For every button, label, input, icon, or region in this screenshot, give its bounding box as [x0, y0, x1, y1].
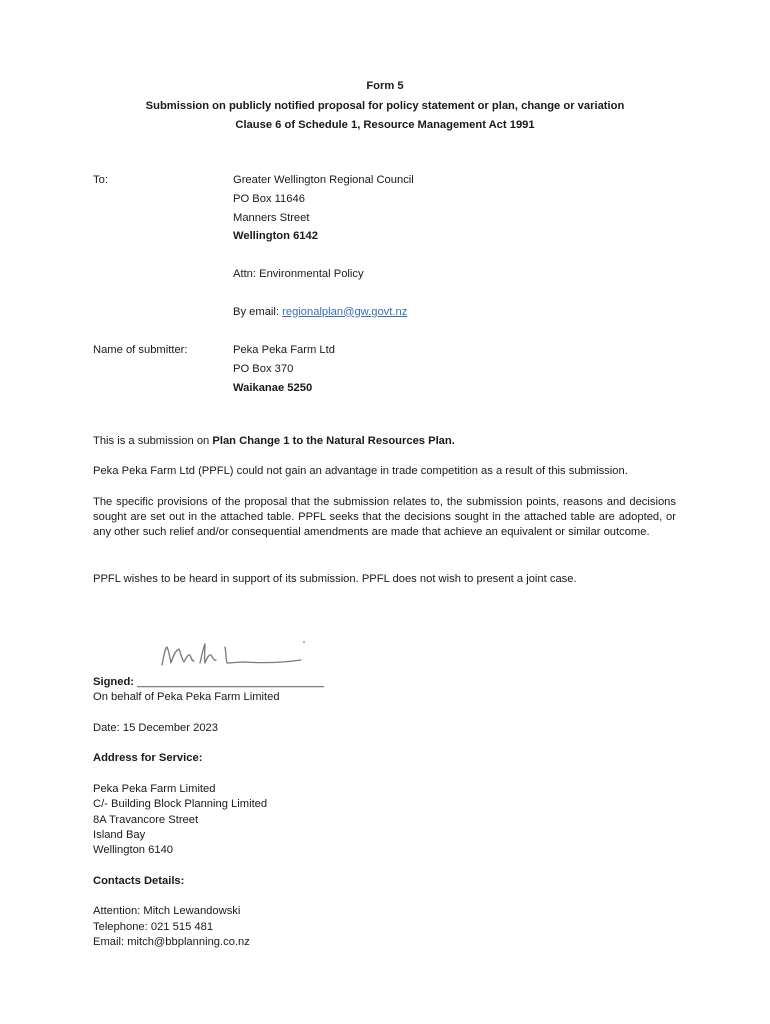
contact-line: Email: mitch@bbplanning.co.nz [93, 936, 250, 949]
recipient-line: Manners Street [233, 211, 310, 224]
recipient-email [233, 305, 414, 324]
trade-competition-paragraph: Peka Peka Farm Ltd (PPFL) could not gain an advantage in trade competition as a result of this submission. [93, 465, 628, 477]
submitter-address [233, 343, 335, 399]
form-number: Form 5 [366, 80, 404, 92]
hearing-paragraph: PPFL wishes to be heard in support of its submission. PPFL does not wish to present a joint case. [93, 573, 577, 585]
signature-block [93, 675, 676, 950]
handwritten-signature [158, 636, 308, 670]
recipient-line: Greater Wellington Regional Council [233, 174, 414, 186]
recipient-line: PO Box 11646 [233, 192, 305, 205]
submission-prefix: This is a submission on [93, 435, 213, 447]
signed-label: Signed: [93, 676, 135, 688]
submitter-line: Peka Peka Farm Ltd [233, 344, 335, 356]
plan-change-name: Plan Change 1 to the Natural Resources Plan. [212, 435, 455, 447]
submitter-line: PO Box 370 [233, 362, 294, 375]
service-line: Island Bay [93, 828, 146, 841]
to-label: To: [93, 174, 108, 186]
submitter-label: Name of submitter: [93, 344, 188, 356]
date-line: Date: 15 December 2023 [93, 721, 219, 734]
service-line: Peka Peka Farm Limited [93, 783, 216, 796]
signed-line [93, 675, 676, 690]
service-line: 8A Travancore Street [93, 813, 199, 826]
submitter-city: Waikanae 5250 [233, 381, 313, 394]
contacts-heading: Contacts Details: [93, 874, 185, 887]
service-heading: Address for Service: [93, 752, 203, 765]
contact-line: Telephone: 021 515 481 [93, 920, 214, 933]
service-line: Wellington 6140 [93, 844, 174, 857]
email-link[interactable]: regionalplan@gw.govt.nz [282, 305, 408, 318]
form-header [0, 77, 770, 136]
form-title: Submission on publicly notified proposal for policy statement or plan, change or variation [145, 99, 625, 112]
service-line: C/- Building Block Planning Limited [93, 798, 268, 811]
recipient-attn: Attn: Environmental Policy [233, 267, 364, 280]
signature-underline: ______________________________ [137, 676, 324, 688]
contact-line: Attention: Mitch Lewandowski [93, 905, 241, 918]
email-prefix: By email: [233, 305, 283, 318]
recipient-city: Wellington 6142 [233, 230, 318, 243]
on-behalf-line: On behalf of Peka Peka Farm Limited [93, 691, 280, 704]
form-clause: Clause 6 of Schedule 1, Resource Management Act 1991 [235, 119, 535, 131]
submission-statement [93, 434, 676, 449]
recipient-address [233, 173, 414, 323]
provisions-paragraph: The specific provisions of the proposal that the submission relates to, the submission points, reasons and decisions sought are set out in the attached table. PPFL seeks that the decisions sought in the attached table are adopted, or any other such relief and/or consequential amendments are made that achieve an equivalent or similar outcome. [93, 496, 676, 538]
